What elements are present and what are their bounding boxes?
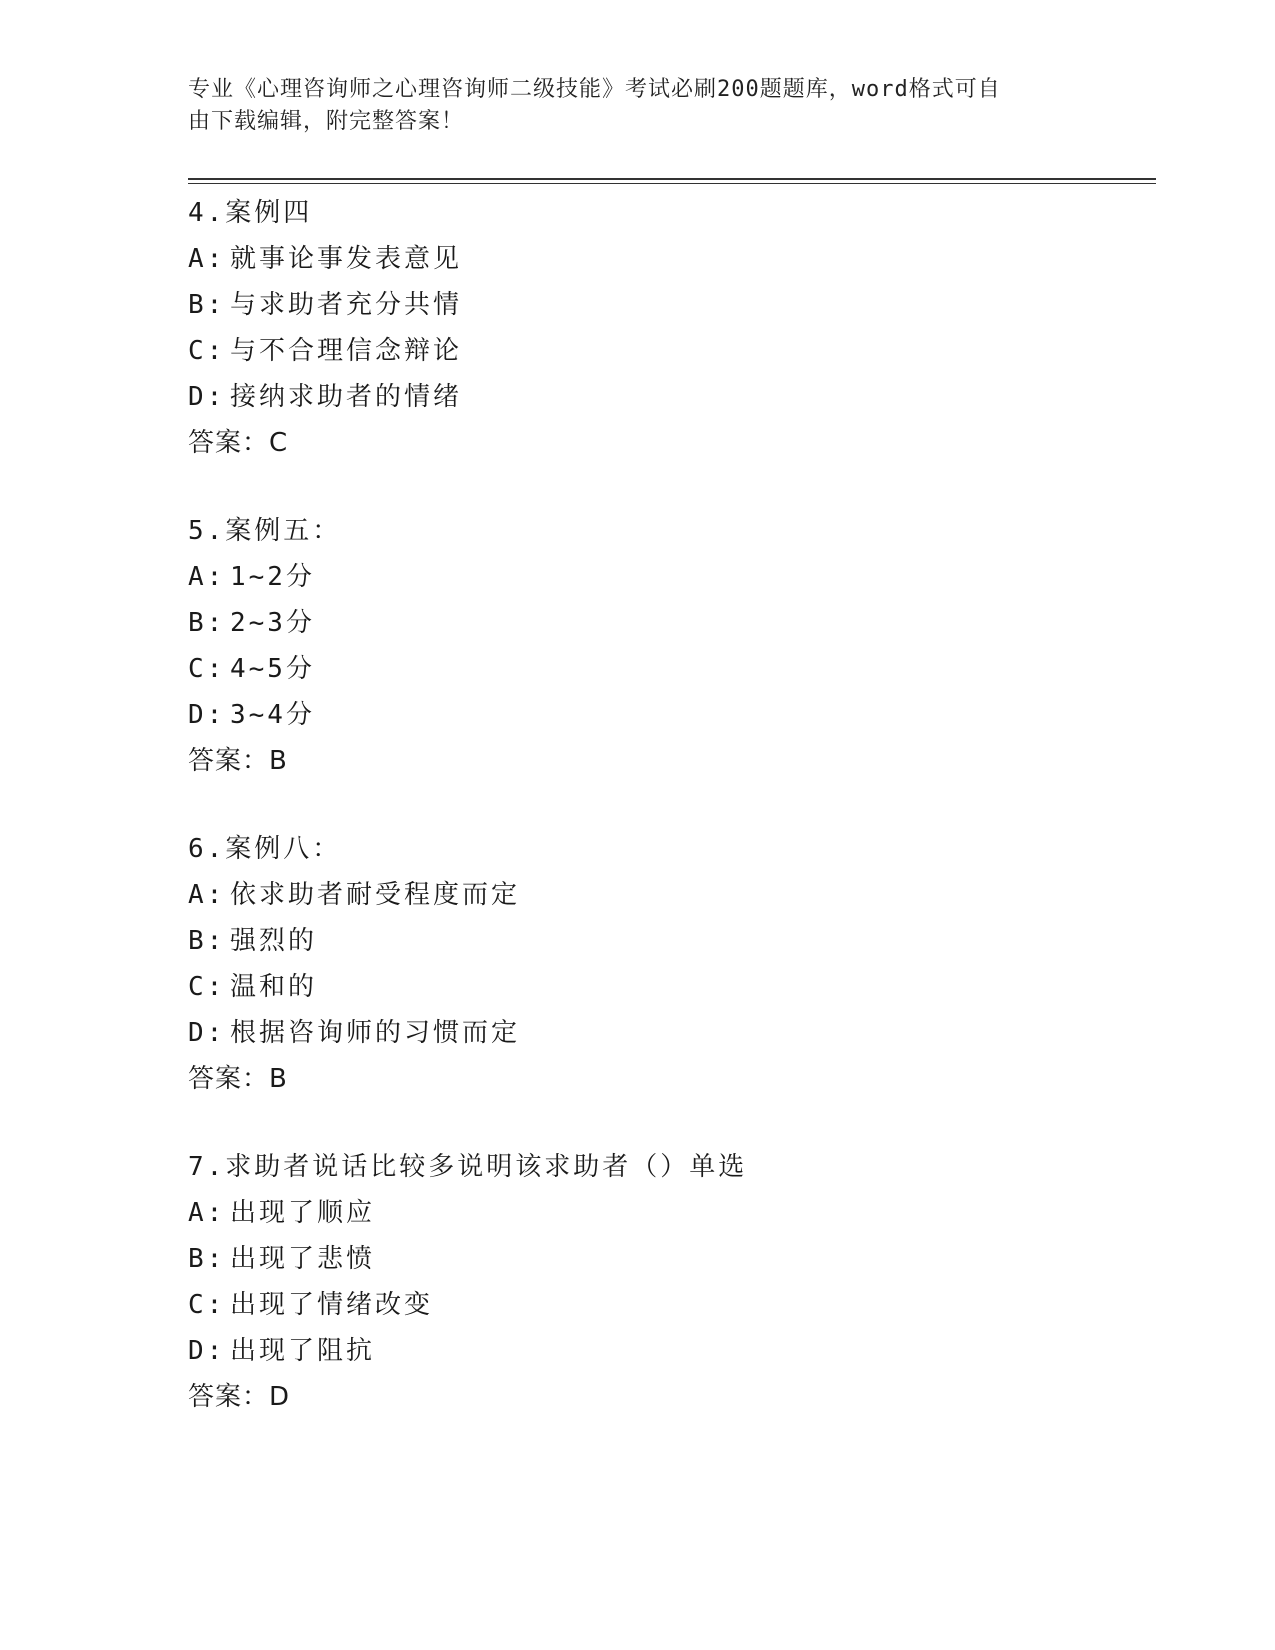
option-key: C:	[188, 972, 226, 1002]
option-d	[188, 692, 1148, 738]
option-d	[188, 1010, 1148, 1056]
option-key: D:	[188, 1336, 226, 1366]
option-b	[188, 282, 1148, 328]
option-c	[188, 964, 1148, 1010]
option-text: 与不合理信念辩论	[230, 336, 463, 366]
option-c	[188, 646, 1148, 692]
option-a	[188, 872, 1148, 918]
option-b	[188, 600, 1148, 646]
option-text: 就事论事发表意见	[230, 244, 463, 274]
answer-line: 答案：C	[188, 428, 289, 458]
option-key: A:	[188, 880, 226, 910]
option-key: A:	[188, 1198, 226, 1228]
header-line-2: 由下载编辑，附完整答案！	[188, 109, 465, 134]
option-b	[188, 918, 1148, 964]
question-title: 6.案例八：	[188, 834, 342, 864]
option-key: C:	[188, 1290, 226, 1320]
option-b	[188, 1236, 1148, 1282]
answer-line: 答案：B	[188, 746, 288, 776]
option-a	[188, 554, 1148, 600]
question-block	[188, 190, 1148, 466]
header-divider-thin	[188, 183, 1156, 184]
question-block	[188, 508, 1148, 784]
question-title: 4.案例四	[188, 198, 313, 228]
option-key: B:	[188, 926, 226, 956]
option-key: D:	[188, 1018, 226, 1048]
option-key: A:	[188, 244, 226, 274]
option-c	[188, 1282, 1148, 1328]
option-d	[188, 374, 1148, 420]
option-key: C:	[188, 336, 226, 366]
option-text: 2~3分	[230, 608, 315, 638]
option-text: 依求助者耐受程度而定	[230, 880, 521, 910]
option-key: A:	[188, 562, 226, 592]
question-title: 5.案例五：	[188, 516, 342, 546]
option-text: 温和的	[230, 972, 318, 1002]
option-a	[188, 1190, 1148, 1236]
option-text: 接纳求助者的情绪	[230, 382, 463, 412]
answer-line: 答案：D	[188, 1382, 291, 1412]
option-key: C:	[188, 654, 226, 684]
option-text: 3~4分	[230, 700, 315, 730]
question-block	[188, 1144, 1148, 1420]
option-text: 4~5分	[230, 654, 315, 684]
option-text: 根据咨询师的习惯而定	[230, 1018, 521, 1048]
header-line-1: 专业《心理咨询师之心理咨询师二级技能》考试必刷200题题库，word格式可自	[188, 77, 1001, 102]
header-divider-thick	[188, 178, 1156, 180]
question-title: 7.求助者说话比较多说明该求助者（）单选	[188, 1152, 748, 1182]
option-c	[188, 328, 1148, 374]
option-text: 出现了情绪改变	[230, 1290, 434, 1320]
option-key: B:	[188, 290, 226, 320]
option-a	[188, 236, 1148, 282]
document-header	[188, 74, 1068, 138]
option-text: 出现了悲愤	[230, 1244, 376, 1274]
option-text: 出现了阻抗	[230, 1336, 376, 1366]
question-block	[188, 826, 1148, 1102]
option-key: D:	[188, 700, 226, 730]
option-text: 出现了顺应	[230, 1198, 376, 1228]
option-text: 1~2分	[230, 562, 315, 592]
question-list	[188, 190, 1148, 1462]
option-d	[188, 1328, 1148, 1374]
option-key: B:	[188, 1244, 226, 1274]
option-text: 强烈的	[230, 926, 318, 956]
answer-line: 答案：B	[188, 1064, 288, 1094]
option-key: B:	[188, 608, 226, 638]
option-text: 与求助者充分共情	[230, 290, 463, 320]
option-key: D:	[188, 382, 226, 412]
